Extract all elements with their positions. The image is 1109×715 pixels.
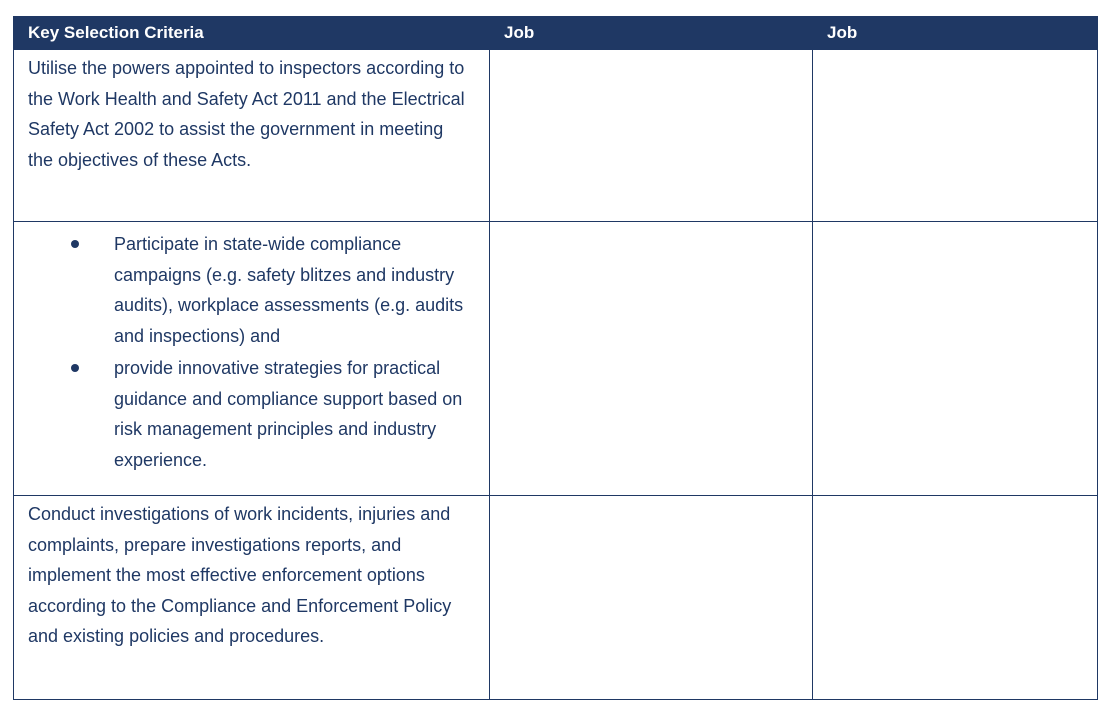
criteria-text: Conduct investigations of work incidents, injuries and complaints, prepare investigations reports, and implement the most effective enforcement options according to the Compliance and Enforcement Policy and existing policies and procedures. <box>28 504 452 646</box>
list-item <box>28 353 475 475</box>
bullet-icon <box>71 240 79 248</box>
job-cell-2[interactable] <box>813 496 1098 700</box>
job-cell-2[interactable] <box>813 222 1098 496</box>
criteria-cell <box>14 496 490 700</box>
job-cell-1[interactable] <box>490 496 813 700</box>
table-header-row <box>14 17 1098 50</box>
table-row <box>14 496 1098 700</box>
job-cell-1[interactable] <box>490 222 813 496</box>
bullet-text: provide innovative strategies for practical guidance and compliance support based on risk management principles and industry experience. <box>114 358 463 470</box>
bullet-text: Participate in state-wide compliance campaigns (e.g. safety blitzes and industry audits), workplace assessments (e.g. audits and inspections) and <box>114 234 464 346</box>
bullet-icon <box>71 364 79 372</box>
table-row <box>14 50 1098 222</box>
job-cell-1[interactable] <box>490 50 813 222</box>
criteria-text: Utilise the powers appointed to inspectors according to the Work Health and Safety Act 2011 and the Electrical Safety Act 2002 to assist the government in meeting the objectives of these Acts. <box>28 58 465 170</box>
header-key-selection-criteria: Key Selection Criteria <box>14 17 490 50</box>
header-job-1: Job <box>490 17 813 50</box>
job-cell-2[interactable] <box>813 50 1098 222</box>
key-selection-criteria-table <box>13 16 1098 700</box>
table-row <box>14 222 1098 496</box>
criteria-bullet-list <box>28 229 475 475</box>
list-item <box>28 229 475 351</box>
header-job-2: Job <box>813 17 1098 50</box>
criteria-cell <box>14 50 490 222</box>
criteria-cell <box>14 222 490 496</box>
